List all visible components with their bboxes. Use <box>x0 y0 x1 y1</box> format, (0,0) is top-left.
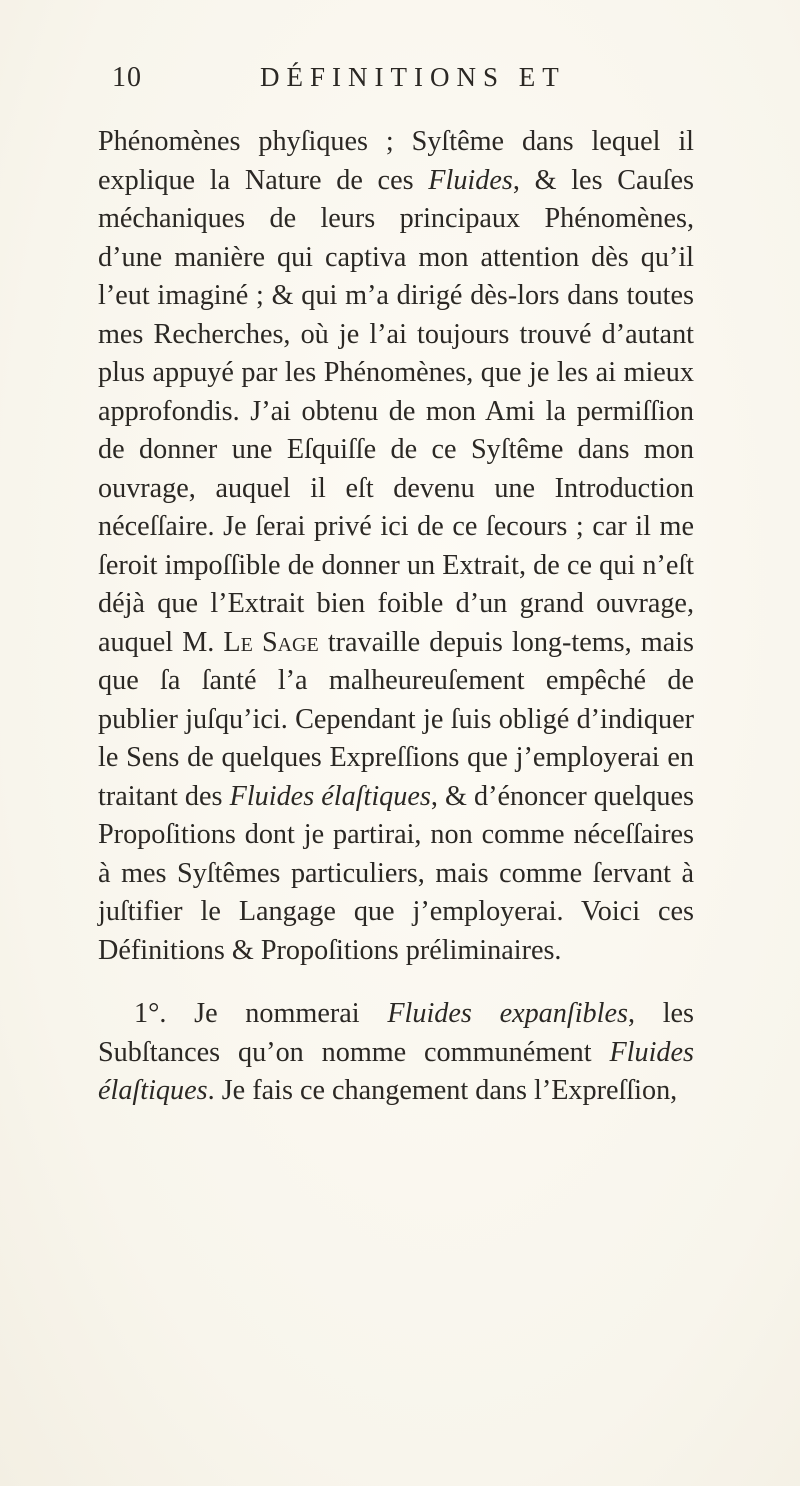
running-head: DÉFINITIONS ET <box>260 62 566 92</box>
paragraph-text: Phénomènes phyſiques ; Syſtême dans lequel il explique la Nature de ces <box>98 126 694 196</box>
italic-term: Fluides <box>428 164 513 196</box>
paragraph-definition-1 <box>98 995 694 1111</box>
author-name: Le Sage <box>223 626 319 658</box>
paragraph-text: , & les Cauſes méchaniques de leurs principaux Phénomènes, d’une manière qui captiva mon attention dès qu’il l’eut imaginé ; & qui m’a dirigé dès-lors dans toutes mes Recherches, où je l’ai toujours trouvé d’autant plus appuyé par les Phénomènes, que je les ai mieux approfondis. J’ai obtenu de mon Ami la permiſſion de donner une Eſquiſſe de ce Syſtême dans mon ouvrage, auquel il eſt devenu une Introduction néceſſaire. Je ſerai privé ici de ce ſecours ; car il me ſeroit impoſſible de donner un Extrait, de ce qui n’eſt déjà que l’Extrait bien foible d’un grand ouvrage, auquel M. <box>98 164 694 658</box>
page-header <box>112 62 672 102</box>
paragraph-text: . Je fais ce changement dans l’Expreſſion, <box>207 1075 678 1106</box>
paragraph-text: travaille depuis long-tems, mais que ſa ſanté l’a malheureuſement empêché de publier juſqu’ici. Cependant je ſuis obligé d’indiquer le Sens de quelques Expreſſions que j’employerai en traitant des <box>98 626 695 812</box>
italic-term: Fluides expanſibles <box>387 998 628 1029</box>
body-text <box>98 123 694 1111</box>
paragraph-text: 1°. Je nommerai <box>134 998 388 1029</box>
paragraph-text: , les Subſtances qu’on nomme communément <box>98 998 695 1068</box>
italic-term: Fluides élaſtiques <box>229 780 431 812</box>
paragraph-definitions-intro <box>98 123 694 970</box>
italic-term: Fluides élaſtiques <box>98 1036 694 1106</box>
paragraph-text: , & d’énoncer quelques Propoſitions dont je partirai, non comme néceſſaires à mes Syſtêmes particuliers, mais comme ſervant à juſtifier le Langage que j’employerai. Voici ces Définitions & Propoſitions préliminaires. <box>98 780 694 966</box>
page-number: 10 <box>112 62 142 93</box>
